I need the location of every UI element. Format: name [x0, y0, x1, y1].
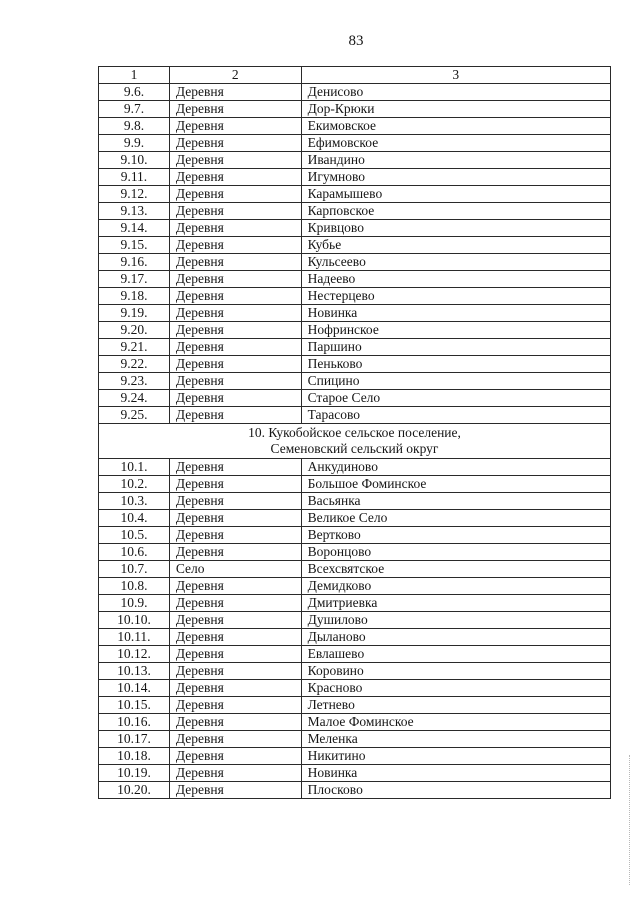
settlement-type-cell: Деревня	[169, 118, 301, 135]
row-number-cell: 10.14.	[99, 680, 170, 697]
table-row	[99, 254, 611, 271]
table-row	[99, 169, 611, 186]
row-number-cell: 9.24.	[99, 390, 170, 407]
section-title-line2: Семеновский сельский округ	[270, 441, 439, 456]
row-number-cell: 9.14.	[99, 220, 170, 237]
row-number-cell: 9.16.	[99, 254, 170, 271]
settlement-type-cell: Деревня	[169, 254, 301, 271]
settlement-type-cell: Деревня	[169, 714, 301, 731]
row-number-cell: 9.13.	[99, 203, 170, 220]
settlement-name-cell: Никитино	[301, 748, 610, 765]
table-row	[99, 714, 611, 731]
settlement-name-cell: Карповское	[301, 203, 610, 220]
table-row	[99, 356, 611, 373]
row-number-cell: 9.12.	[99, 186, 170, 203]
table-row	[99, 373, 611, 390]
table-row	[99, 186, 611, 203]
settlement-type-cell: Деревня	[169, 322, 301, 339]
settlement-type-cell: Деревня	[169, 527, 301, 544]
row-number-cell: 9.11.	[99, 169, 170, 186]
settlement-name-cell: Пеньково	[301, 356, 610, 373]
row-number-cell: 10.5.	[99, 527, 170, 544]
page-number: 83	[348, 33, 364, 49]
settlement-type-cell: Деревня	[169, 373, 301, 390]
settlement-name-cell: Карамышево	[301, 186, 610, 203]
row-number-cell: 9.25.	[99, 407, 170, 424]
settlement-name-cell: Кульсеево	[301, 254, 610, 271]
row-number-cell: 9.8.	[99, 118, 170, 135]
row-number-cell: 10.17.	[99, 731, 170, 748]
settlement-name-cell: Анкудиново	[301, 459, 610, 476]
table-row	[99, 544, 611, 561]
settlement-name-cell: Демидково	[301, 578, 610, 595]
row-number-cell: 10.11.	[99, 629, 170, 646]
settlement-name-cell: Евлашево	[301, 646, 610, 663]
settlement-name-cell: Великое Село	[301, 510, 610, 527]
row-number-cell: 10.13.	[99, 663, 170, 680]
row-number-cell: 10.2.	[99, 476, 170, 493]
table-row	[99, 646, 611, 663]
settlement-name-cell: Васьянка	[301, 493, 610, 510]
settlement-name-cell: Большое Фоминское	[301, 476, 610, 493]
settlement-type-cell: Деревня	[169, 186, 301, 203]
row-number-cell: 10.19.	[99, 765, 170, 782]
row-number-cell: 9.20.	[99, 322, 170, 339]
row-number-cell: 10.15.	[99, 697, 170, 714]
table-row	[99, 663, 611, 680]
table-row	[99, 765, 611, 782]
row-number-cell: 9.23.	[99, 373, 170, 390]
table-row	[99, 135, 611, 152]
table-row	[99, 782, 611, 799]
column-header-number: 1	[99, 67, 170, 84]
settlement-name-cell: Дыланово	[301, 629, 610, 646]
settlement-type-cell: Деревня	[169, 612, 301, 629]
settlement-name-cell: Денисово	[301, 84, 610, 101]
row-number-cell: 10.8.	[99, 578, 170, 595]
settlement-name-cell: Дор-Крюки	[301, 101, 610, 118]
row-number-cell: 9.21.	[99, 339, 170, 356]
margin-dotted-mark	[625, 755, 630, 885]
settlement-name-cell: Коровино	[301, 663, 610, 680]
row-number-cell: 9.10.	[99, 152, 170, 169]
settlements-table	[98, 66, 611, 799]
settlement-name-cell: Малое Фоминское	[301, 714, 610, 731]
table-row	[99, 731, 611, 748]
settlement-type-cell: Деревня	[169, 237, 301, 254]
settlement-type-cell: Деревня	[169, 271, 301, 288]
table-row	[99, 305, 611, 322]
table-row	[99, 203, 611, 220]
row-number-cell: 10.16.	[99, 714, 170, 731]
settlement-name-cell: Новинка	[301, 305, 610, 322]
settlement-name-cell: Меленка	[301, 731, 610, 748]
settlement-name-cell: Нестерцево	[301, 288, 610, 305]
settlement-name-cell: Ивандино	[301, 152, 610, 169]
settlement-type-cell: Деревня	[169, 84, 301, 101]
table-row	[99, 288, 611, 305]
settlement-name-cell: Игумново	[301, 169, 610, 186]
settlement-type-cell: Деревня	[169, 646, 301, 663]
table-row	[99, 220, 611, 237]
row-number-cell: 10.9.	[99, 595, 170, 612]
settlement-name-cell: Новинка	[301, 765, 610, 782]
settlement-type-cell: Деревня	[169, 169, 301, 186]
section-header-cell	[99, 424, 611, 459]
settlement-name-cell: Летнево	[301, 697, 610, 714]
table-header-row	[99, 67, 611, 84]
settlement-type-cell: Деревня	[169, 356, 301, 373]
settlement-type-cell: Деревня	[169, 459, 301, 476]
settlement-type-cell: Деревня	[169, 339, 301, 356]
settlement-type-cell: Деревня	[169, 152, 301, 169]
table-row	[99, 271, 611, 288]
settlement-name-cell: Екимовское	[301, 118, 610, 135]
settlement-type-cell: Село	[169, 561, 301, 578]
settlement-type-cell: Деревня	[169, 748, 301, 765]
table-row	[99, 459, 611, 476]
settlement-type-cell: Деревня	[169, 220, 301, 237]
table-row	[99, 697, 611, 714]
column-header-type: 2	[169, 67, 301, 84]
row-number-cell: 10.18.	[99, 748, 170, 765]
settlement-name-cell: Плосково	[301, 782, 610, 799]
settlement-type-cell: Деревня	[169, 476, 301, 493]
settlement-type-cell: Деревня	[169, 305, 301, 322]
settlement-type-cell: Деревня	[169, 595, 301, 612]
table-row	[99, 407, 611, 424]
settlement-type-cell: Деревня	[169, 578, 301, 595]
table-row	[99, 493, 611, 510]
table-row	[99, 390, 611, 407]
settlement-type-cell: Деревня	[169, 203, 301, 220]
row-number-cell: 10.7.	[99, 561, 170, 578]
settlement-name-cell: Надеево	[301, 271, 610, 288]
row-number-cell: 9.15.	[99, 237, 170, 254]
row-number-cell: 9.6.	[99, 84, 170, 101]
table-row	[99, 476, 611, 493]
settlement-name-cell: Нофринское	[301, 322, 610, 339]
row-number-cell: 10.12.	[99, 646, 170, 663]
settlement-type-cell: Деревня	[169, 765, 301, 782]
settlement-type-cell: Деревня	[169, 697, 301, 714]
table-row	[99, 561, 611, 578]
table-row	[99, 84, 611, 101]
settlement-name-cell: Тарасово	[301, 407, 610, 424]
settlement-type-cell: Деревня	[169, 135, 301, 152]
section-title-line1: 10. Кукобойское сельское поселение,	[248, 425, 461, 440]
table-row	[99, 510, 611, 527]
settlement-type-cell: Деревня	[169, 407, 301, 424]
settlement-type-cell: Деревня	[169, 101, 301, 118]
table-row	[99, 152, 611, 169]
settlement-name-cell: Паршино	[301, 339, 610, 356]
settlement-type-cell: Деревня	[169, 288, 301, 305]
row-number-cell: 10.1.	[99, 459, 170, 476]
settlement-type-cell: Деревня	[169, 629, 301, 646]
table-row	[99, 680, 611, 697]
settlement-name-cell: Красново	[301, 680, 610, 697]
column-header-name: 3	[301, 67, 610, 84]
settlement-type-cell: Деревня	[169, 663, 301, 680]
table-row	[99, 527, 611, 544]
table-row	[99, 322, 611, 339]
settlement-name-cell: Вертково	[301, 527, 610, 544]
table-row	[99, 595, 611, 612]
settlement-type-cell: Деревня	[169, 493, 301, 510]
table-row	[99, 237, 611, 254]
row-number-cell: 10.4.	[99, 510, 170, 527]
table-row	[99, 578, 611, 595]
settlement-name-cell: Ефимовское	[301, 135, 610, 152]
settlement-name-cell: Воронцово	[301, 544, 610, 561]
table-row	[99, 118, 611, 135]
table-row	[99, 629, 611, 646]
row-number-cell: 10.10.	[99, 612, 170, 629]
row-number-cell: 9.7.	[99, 101, 170, 118]
table-row	[99, 612, 611, 629]
row-number-cell: 10.3.	[99, 493, 170, 510]
row-number-cell: 9.9.	[99, 135, 170, 152]
settlements-table-body	[99, 67, 611, 799]
settlement-name-cell: Кубье	[301, 237, 610, 254]
row-number-cell: 10.6.	[99, 544, 170, 561]
settlement-name-cell: Душилово	[301, 612, 610, 629]
row-number-cell: 9.17.	[99, 271, 170, 288]
settlement-name-cell: Старое Село	[301, 390, 610, 407]
table-row	[99, 339, 611, 356]
settlement-type-cell: Деревня	[169, 782, 301, 799]
settlement-type-cell: Деревня	[169, 390, 301, 407]
row-number-cell: 10.20.	[99, 782, 170, 799]
row-number-cell: 9.18.	[99, 288, 170, 305]
section-header-row	[99, 424, 611, 459]
settlement-type-cell: Деревня	[169, 510, 301, 527]
settlement-type-cell: Деревня	[169, 680, 301, 697]
settlement-type-cell: Деревня	[169, 731, 301, 748]
row-number-cell: 9.22.	[99, 356, 170, 373]
settlement-name-cell: Спицино	[301, 373, 610, 390]
table-row	[99, 748, 611, 765]
row-number-cell: 9.19.	[99, 305, 170, 322]
settlement-name-cell: Кривцово	[301, 220, 610, 237]
settlement-name-cell: Всехсвятское	[301, 561, 610, 578]
settlement-type-cell: Деревня	[169, 544, 301, 561]
table-row	[99, 101, 611, 118]
settlement-name-cell: Дмитриевка	[301, 595, 610, 612]
